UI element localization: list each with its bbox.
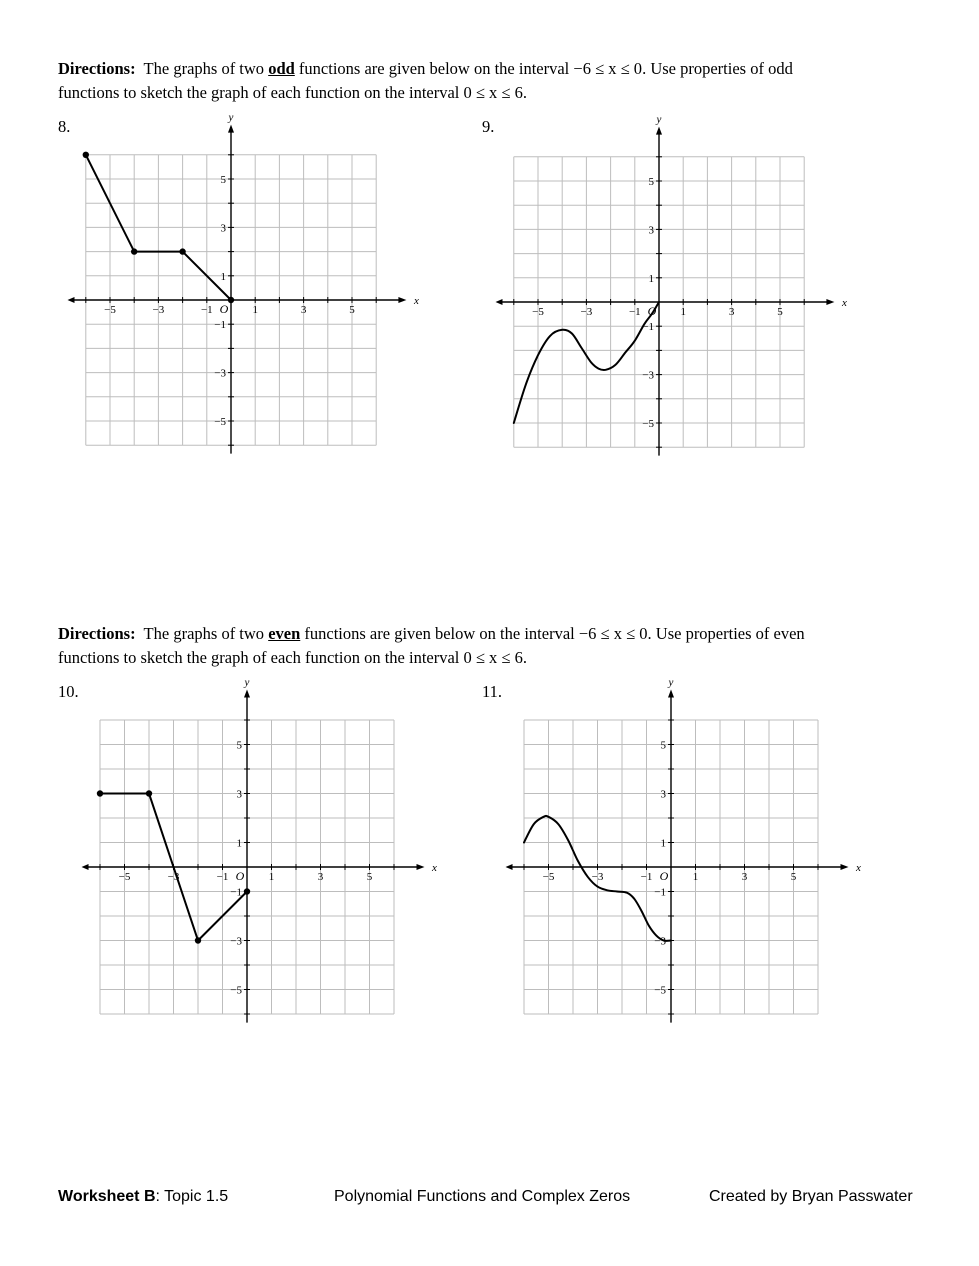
x-axis-label: x — [413, 295, 419, 307]
directions-odd-lead: Directions: — [58, 59, 136, 78]
y-tick-label: −5 — [214, 416, 226, 428]
x-tick-label: 1 — [680, 306, 686, 318]
directions-odd-interval-b: 0 ≤ x ≤ 6 — [463, 83, 523, 102]
x-tick-label: −5 — [104, 304, 116, 316]
graph-problem-11 — [505, 676, 861, 1030]
directions-even-text-3: . Use properties of even — [647, 624, 805, 643]
directions-even-text-5: . — [522, 648, 527, 667]
y-tick-label: 5 — [220, 174, 226, 186]
y-tick-label: −1 — [642, 321, 654, 334]
y-tick-label: −3 — [654, 935, 666, 948]
y-tick-label: −1 — [654, 886, 666, 899]
directions-even-keyword: even — [268, 624, 301, 643]
directions-odd-text-3: . Use properties of odd — [642, 59, 793, 78]
y-tick-label: 1 — [660, 837, 666, 850]
problem-number-11: 11. — [482, 682, 503, 701]
y-tick-label: 5 — [660, 739, 666, 752]
x-tick-label: −3 — [591, 871, 604, 883]
y-axis-label: y — [228, 111, 234, 124]
x-axis-label: x — [856, 862, 861, 874]
y-tick-label: 5 — [236, 739, 242, 752]
graph-problem-8 — [68, 111, 419, 465]
x-axis-label: x — [432, 862, 437, 874]
footer-worksheet-bold: Worksheet B — [58, 1188, 156, 1205]
axes — [506, 677, 862, 1023]
directions-odd-line-1 — [58, 57, 918, 81]
directions-odd-keyword: odd — [268, 59, 295, 78]
x-tick-label: −5 — [542, 871, 555, 883]
x-tick-label: −1 — [200, 304, 213, 316]
y-axis-label: y — [244, 676, 250, 689]
vertex-point — [195, 937, 201, 943]
x-tick-label: 3 — [741, 871, 748, 883]
origin-label: O — [219, 302, 229, 316]
x-axis-label: x — [841, 297, 847, 309]
x-tick-label: 3 — [728, 306, 735, 318]
directions-even-interval-a: −6 ≤ x ≤ 0 — [578, 624, 648, 643]
x-axis-arrow-left — [67, 297, 74, 303]
directions-even-line-2 — [58, 646, 918, 670]
x-tick-label: −3 — [152, 304, 165, 316]
x-axis-arrow — [398, 297, 406, 303]
directions-odd-line-2 — [58, 81, 918, 105]
x-tick-label: −1 — [216, 871, 229, 883]
directions-even — [58, 622, 918, 670]
x-tick-label: 5 — [790, 871, 797, 883]
x-tick-label: 5 — [366, 871, 373, 883]
vertex-point — [131, 248, 137, 254]
x-axis-arrow — [841, 864, 849, 870]
directions-even-text-1: The graphs of two — [143, 624, 269, 643]
x-axis-arrow-left — [495, 299, 502, 305]
x-tick-label: −1 — [640, 871, 653, 883]
footer-worksheet-rest: : Topic 1.5 — [155, 1188, 229, 1205]
origin-label: O — [235, 869, 245, 883]
origin-label: O — [647, 304, 657, 318]
directions-even-text-4: functions to sketch the graph of each function on the interval — [58, 648, 464, 667]
x-tick-label: −5 — [118, 871, 131, 883]
y-tick-label: −5 — [230, 984, 242, 997]
footer-worksheet — [58, 1188, 228, 1206]
y-axis-label: y — [656, 113, 662, 126]
y-tick-label: −3 — [214, 367, 226, 380]
y-tick-label: 3 — [236, 788, 242, 801]
vertex-point — [244, 888, 250, 894]
axes — [495, 114, 846, 456]
y-tick-label: −3 — [230, 935, 242, 948]
directions-even-interval-b: 0 ≤ x ≤ 6 — [463, 648, 523, 667]
directions-odd-text-5: . — [522, 83, 527, 102]
axes — [67, 112, 418, 454]
y-tick-label: 1 — [236, 837, 242, 850]
y-axis-arrow — [228, 125, 234, 133]
x-tick-label: −3 — [580, 306, 593, 318]
directions-odd-interval-a: −6 ≤ x ≤ 0 — [573, 59, 643, 78]
y-tick-label: −5 — [642, 418, 654, 430]
x-axis-arrow-left — [506, 864, 513, 870]
directions-even-text-2: functions are given below on the interval — [300, 624, 579, 643]
directions-odd-text-4: functions to sketch the graph of each function on the interval — [58, 83, 464, 102]
vertex-point — [97, 790, 103, 796]
x-axis-arrow — [826, 299, 834, 305]
problem-number-10: 10. — [58, 682, 79, 701]
y-tick-label: 3 — [648, 224, 654, 237]
origin-label: O — [659, 869, 669, 883]
footer-topic: Polynomial Functions and Complex Zeros — [334, 1188, 631, 1205]
directions-even-lead: Directions: — [58, 624, 136, 643]
x-tick-label: 3 — [317, 871, 324, 883]
y-tick-label: 3 — [220, 222, 226, 235]
y-axis-arrow — [656, 127, 662, 135]
y-tick-label: −5 — [654, 984, 666, 997]
x-axis-arrow — [417, 864, 425, 870]
graph-problem-9 — [495, 115, 845, 465]
y-tick-label: 1 — [648, 272, 654, 285]
directions-odd — [58, 57, 918, 105]
problem-number-8: 8. — [58, 117, 71, 136]
axes — [82, 677, 438, 1023]
vertex-point — [179, 248, 185, 254]
y-tick-label: 1 — [220, 270, 226, 283]
vertex-point — [83, 152, 89, 158]
x-tick-label: −1 — [628, 306, 641, 318]
x-tick-label: 5 — [777, 306, 783, 318]
x-tick-label: 1 — [268, 871, 275, 883]
vertex-point — [228, 297, 234, 303]
vertex-point — [146, 790, 152, 796]
problem-number-9: 9. — [482, 117, 495, 136]
y-axis-label: y — [668, 676, 674, 689]
graph-problem-10 — [82, 676, 437, 1030]
x-tick-label: 5 — [349, 304, 355, 316]
x-axis-arrow-left — [82, 864, 89, 870]
footer-author: Created by Bryan Passwater — [709, 1188, 913, 1205]
directions-odd-text-2: functions are given below on the interval — [294, 59, 574, 78]
x-tick-label: 1 — [252, 304, 258, 316]
x-tick-label: 3 — [300, 304, 307, 316]
y-axis-arrow — [244, 690, 250, 698]
y-tick-label: 5 — [648, 176, 654, 188]
x-tick-label: 1 — [692, 871, 699, 883]
directions-even-line-1 — [58, 622, 918, 646]
y-tick-label: −3 — [642, 369, 654, 382]
y-axis-arrow — [668, 690, 674, 698]
y-tick-label: −1 — [214, 319, 226, 332]
x-tick-label: −5 — [532, 306, 544, 318]
y-tick-label: −1 — [230, 886, 242, 899]
y-tick-label: 3 — [660, 788, 666, 801]
directions-odd-text-1: The graphs of two — [143, 59, 269, 78]
x-tick-label: −3 — [167, 871, 180, 883]
